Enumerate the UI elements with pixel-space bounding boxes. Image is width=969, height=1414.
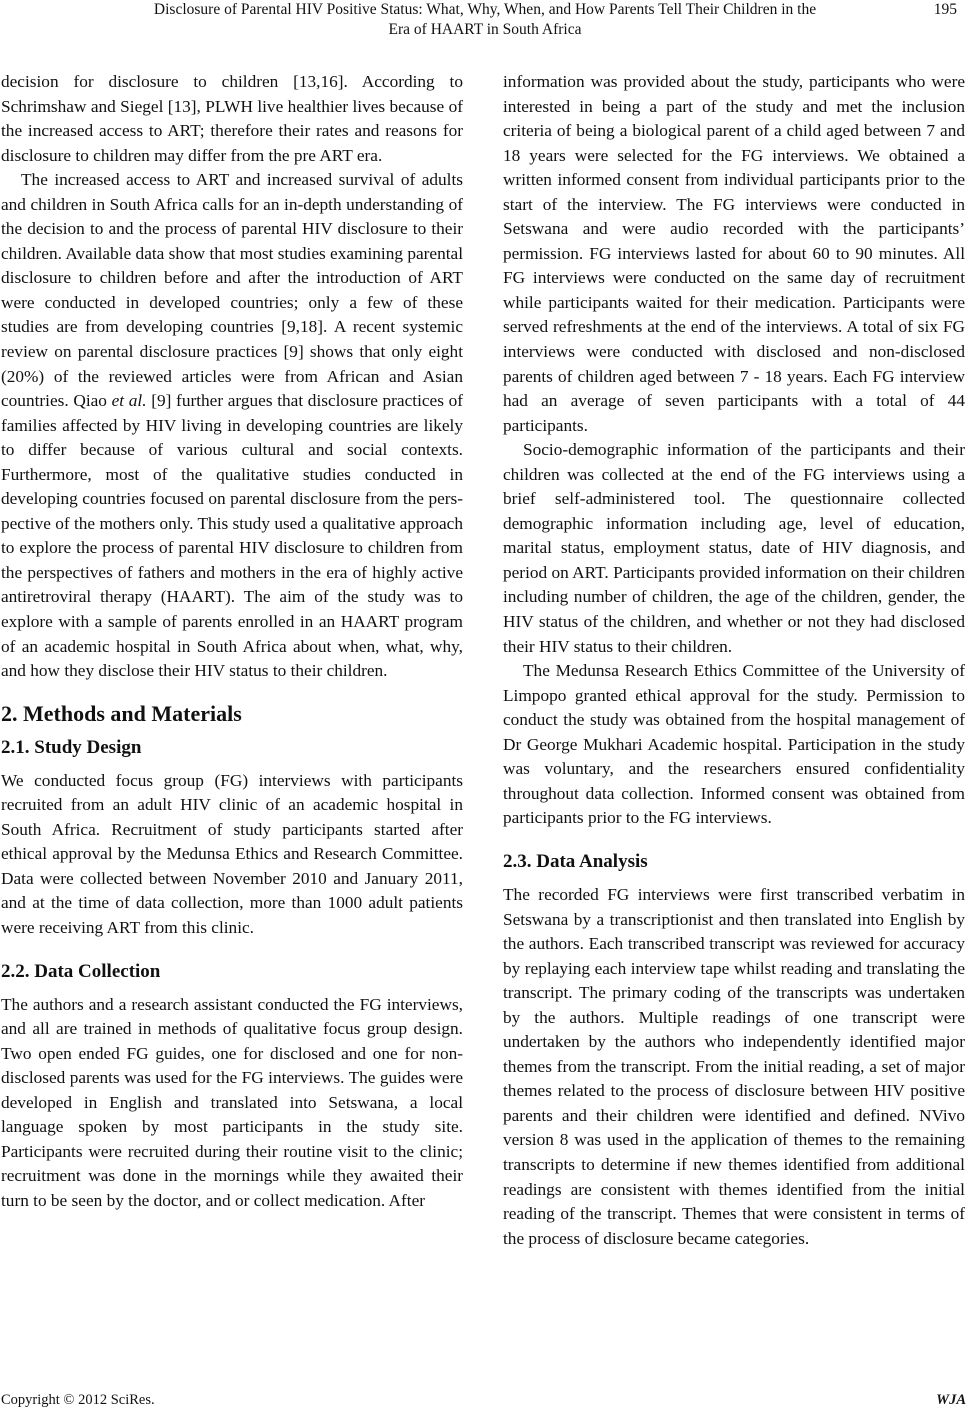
- right-column: [503, 70, 965, 1251]
- running-title-line-2: Era of HAART in South Africa: [388, 21, 582, 38]
- running-title: [80, 0, 890, 40]
- page-number: 195: [933, 1, 957, 18]
- running-title-line-1: Disclosure of Parental HIV Positive Status: What, Why, When, and How Parents Tell Their Children in the: [153, 1, 817, 18]
- paragraph-data-collection: The authors and a research assistant conducted the FG interviews, and all are trained in methods of qualitative focus group design. Two open ended FG guides, one for disclosed and one for non-disclosed parents was used for the FG interviews. The guides were developed in English and translated into Setswana, a local language spoken by most participants in the study site. Participants were recruited during their routine visit to the clinic; recruitment was done in the mornings while they awaited their turn to be seen by the doctor, and or collect medication. After: [1, 994, 463, 1210]
- paragraph-study-rationale: [1, 168, 463, 683]
- italic-et-al: et al.: [111, 391, 147, 411]
- paragraph-intro-continued: decision for disclosure to children [13,16]. According to Schrimshaw and Siegel [13], PLWH live healthier lives because of the increased access to ART; therefore their rates and reasons for disclosure to children may differ from the pre ART era.: [1, 72, 463, 165]
- paragraph-text: [9] further argues that disclosure practices of families affected by HIV living in developing countries are likely to differ because of various cultural and social contexts. Furthermore, most of the qualitative studies conducted in developing countries focused on parental disclosure from the perspective of the mothers only. This study used a qualitative approach to explore the process of parental HIV disclosure to children from the perspectives of fathers and mothers in the era of highly active antiretroviral therapy (HAART). The aim of the study was to explore with a sample of parents enrolled in an HAART program of an academic hospital in South Africa about when, what, why, and how they disclose their HIV status to their children.: [1, 391, 464, 681]
- paragraph-study-design: We conducted focus group (FG) interviews with participants recruited from an adult HIV clinic of an academic hospital in South Africa. Recruitment of study participants started after ethical approval by the Medunsa Ethics and Research Committee. Data were collected between November 2010 and January 2011, and at the time of data collection, more than 1000 adult patients were receiving ART from this clinic.: [1, 770, 463, 937]
- subsection-heading-data-collection: 2.2. Data Collection: [1, 960, 161, 982]
- copyright-notice: Copyright © 2012 SciRes.: [1, 1392, 155, 1408]
- paragraph-ethics: The Medunsa Research Ethics Committee of the University of Limpopo granted ethical approval for the study. Permission to conduct the study was obtained from the hospital management of Dr George Mukhari Academic hospital. Participation in the study was voluntary, and the researchers ensured confidentiality throughout data collection. Informed consent was obtained from participants prior to the FG interviews.: [503, 661, 965, 828]
- journal-abbreviation: WJA: [936, 1392, 966, 1408]
- section-heading-methods: 2. Methods and Materials: [1, 700, 242, 726]
- page-footer: [0, 1390, 969, 1412]
- paragraph-text: The increased access to ART and increased survival of adults and children in South Africa calls for an in-depth understanding of the decision to and the process of parental HIV disclosure to their children. Available data show that most studies examining parental disclosure to children before and after the introduction of ART were conducted in developed countries; only a few of these studies are from developing countries [9,18]. A recent systemic review on parental disclosure practices [9] shows that only eight (20%) of the reviewed articles were from African and Asian countries. Qiao: [1, 170, 463, 411]
- running-header: [0, 0, 969, 44]
- subsection-heading-study-design: 2.1. Study Design: [1, 736, 142, 758]
- paragraph-data-analysis: The recorded FG interviews were first transcribed verbatim in Setswana by a transcriptionist and then translated into English by the authors. Each transcribed transcript was reviewed for accuracy by replaying each interview tape whilst reading and translating the transcript. The primary coding of the transcripts was undertaken by the authors. Multiple readings of one transcript were undertaken by the authors who independently identified major themes from the transcript. From the initial reading, a set of major themes related to the process of disclosure between HIV positive parents and their children were identified and defined. NVivo version 8 was used in the application of themes to the remaining transcripts to determine if new themes identified from additional readings are consistent with themes identified from the initial reading of the transcript. Themes that were consistent in terms of the process of disclosure became categories.: [503, 884, 965, 1248]
- paragraph-recruitment: information was provided about the study, participants who were interested in being a part of the study and met the inclusion criteria of being a biological parent of a child aged between 7 and 18 years were selected for the FG interviews. We obtained a written informed consent from individual participants prior to the start of the interview. The FG interviews were conducted in Setswana and were audio recorded with the participants’ permission. FG interviews lasted for about 60 to 90 minutes. All FG interviews were conducted on the same day of recruitment while participants waited for their medication. Participants were served refreshments at the end of the interviews. A total of six FG interviews were conducted with disclosed and non-disclosed parents of children aged between 7 - 18 years. Each FG interview had an average of seven participants with a total of 44 participants.: [503, 72, 965, 435]
- subsection-heading-data-analysis: 2.3. Data Analysis: [503, 850, 648, 872]
- paragraph-socio-demographic: Socio-demographic information of the participants and their children was collected at the end of the FG interviews using a brief self-administered tool. The questionnaire collected demographic information including age, level of education, marital status, employment status, date of HIV diagnosis, and period on ART. Participants provided information on their children including number of children, the age of the children, gender, the HIV status of the children, and whether or not they had disclosed their HIV status to their children.: [503, 440, 965, 656]
- left-column: [1, 70, 463, 1213]
